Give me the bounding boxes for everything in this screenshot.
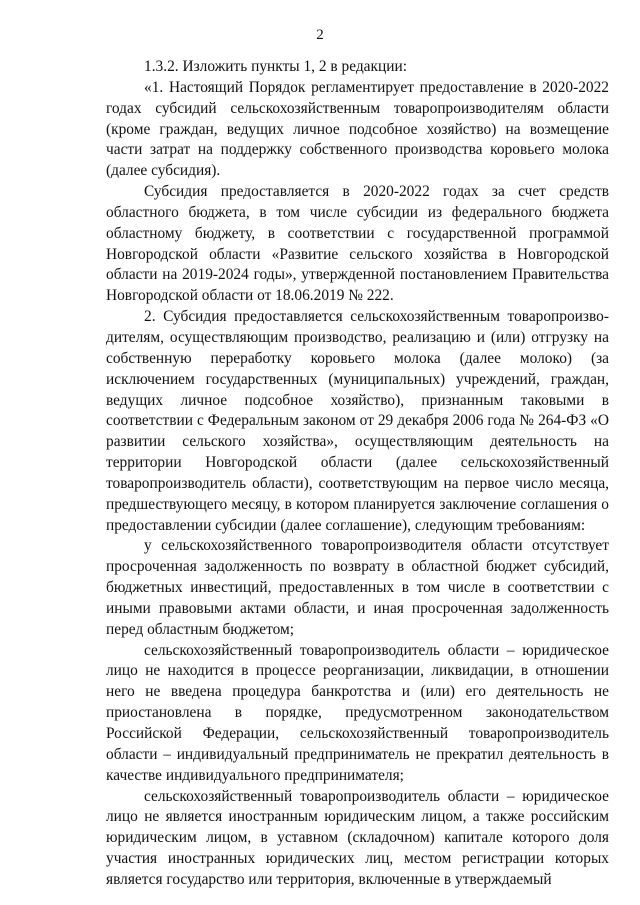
paragraph-item-1: «1. Настоящий Порядок регламентирует предоставление в 2020-2022 годах субсидий сельскохозяйственным товаропроизводителям области (кроме граждан, ведущих личное подсобное хозяйство) на возмещение части затрат на поддержку собственного производства коровьего молока (далее субсидия).: [106, 78, 609, 180]
document-body: [106, 57, 609, 891]
page-number: 2: [316, 27, 324, 43]
paragraph-requirement-reorganization: сельскохозяйственный товаропроизводитель области – юридическое лицо не находится в процессе реорганизации, ликвидации, в отношении него не введена процедура банкротства и (или) его деятельность не приостановлена в порядке, предусмотренном законодательством Российской Федерации, сельскохозяйственный товаропроизводитель области – индивидуальный предприниматель не прекратил деятельность в качестве индивидуального предпринимателя;: [106, 641, 609, 784]
paragraph-item-2: 2. Субсидия предоставляется сельскохозяйственным товаропроизводителям, осуществляющим производство, реализацию и (или) отгрузку на собственную переработку коровьего молока (далее молоко) (за исключением государственных (муниципальных) учреждений, граждан, ведущих личное подсобное хозяйство), признанным таковыми в соответствии с Федеральным законом от 29 декабря 2006 года № 264-ФЗ «О развитии сельского хозяйства», осуществляющим деятельность на территории Новгородской области (далее сельскохозяйственный товаропроизводитель области), соответствующим на первое число месяца, предшествующего месяцу, в котором планируется заключение соглашения о предоставлении субсидии (далее соглашение), следующим требованиям:: [106, 308, 609, 534]
paragraph-subsidy-funding: Субсидия предоставляется в 2020-2022 годах за счет средств областного бюджета, в том числе субсидии из федерального бюджета областному бюджету, в соответствии с государственной программой Новгородской области «Развитие сельского хозяйства в Новгородской области на 2019-2024 годы», утвержденной постановлением Правительства Новгородской области от 18.06.2019 № 222.: [106, 183, 609, 305]
paragraph-requirement-foreign-entity: сельскохозяйственный товаропроизводитель области – юридическое лицо не является иностранным юридическим лицом, а также российским юридическим лицом, в уставном (складочном) капитале которого доля участия иностранных юридических лиц, местом регистрации которых является государство или территория, включенные в утверждаемый: [106, 787, 609, 888]
paragraph-requirement-debt: у сельскохозяйственного товаропроизводителя области отсутствует просроченная задолженность по возврату в областной бюджет субсидий, бюджетных инвестиций, предоставленных в том числе в соответствии с иными правовыми актами области, и иная просроченная задолженность перед областным бюджетом;: [106, 537, 609, 638]
paragraph-clause-1-3-2: 1.3.2. Изложить пункты 1, 2 в редакции:: [144, 58, 407, 75]
